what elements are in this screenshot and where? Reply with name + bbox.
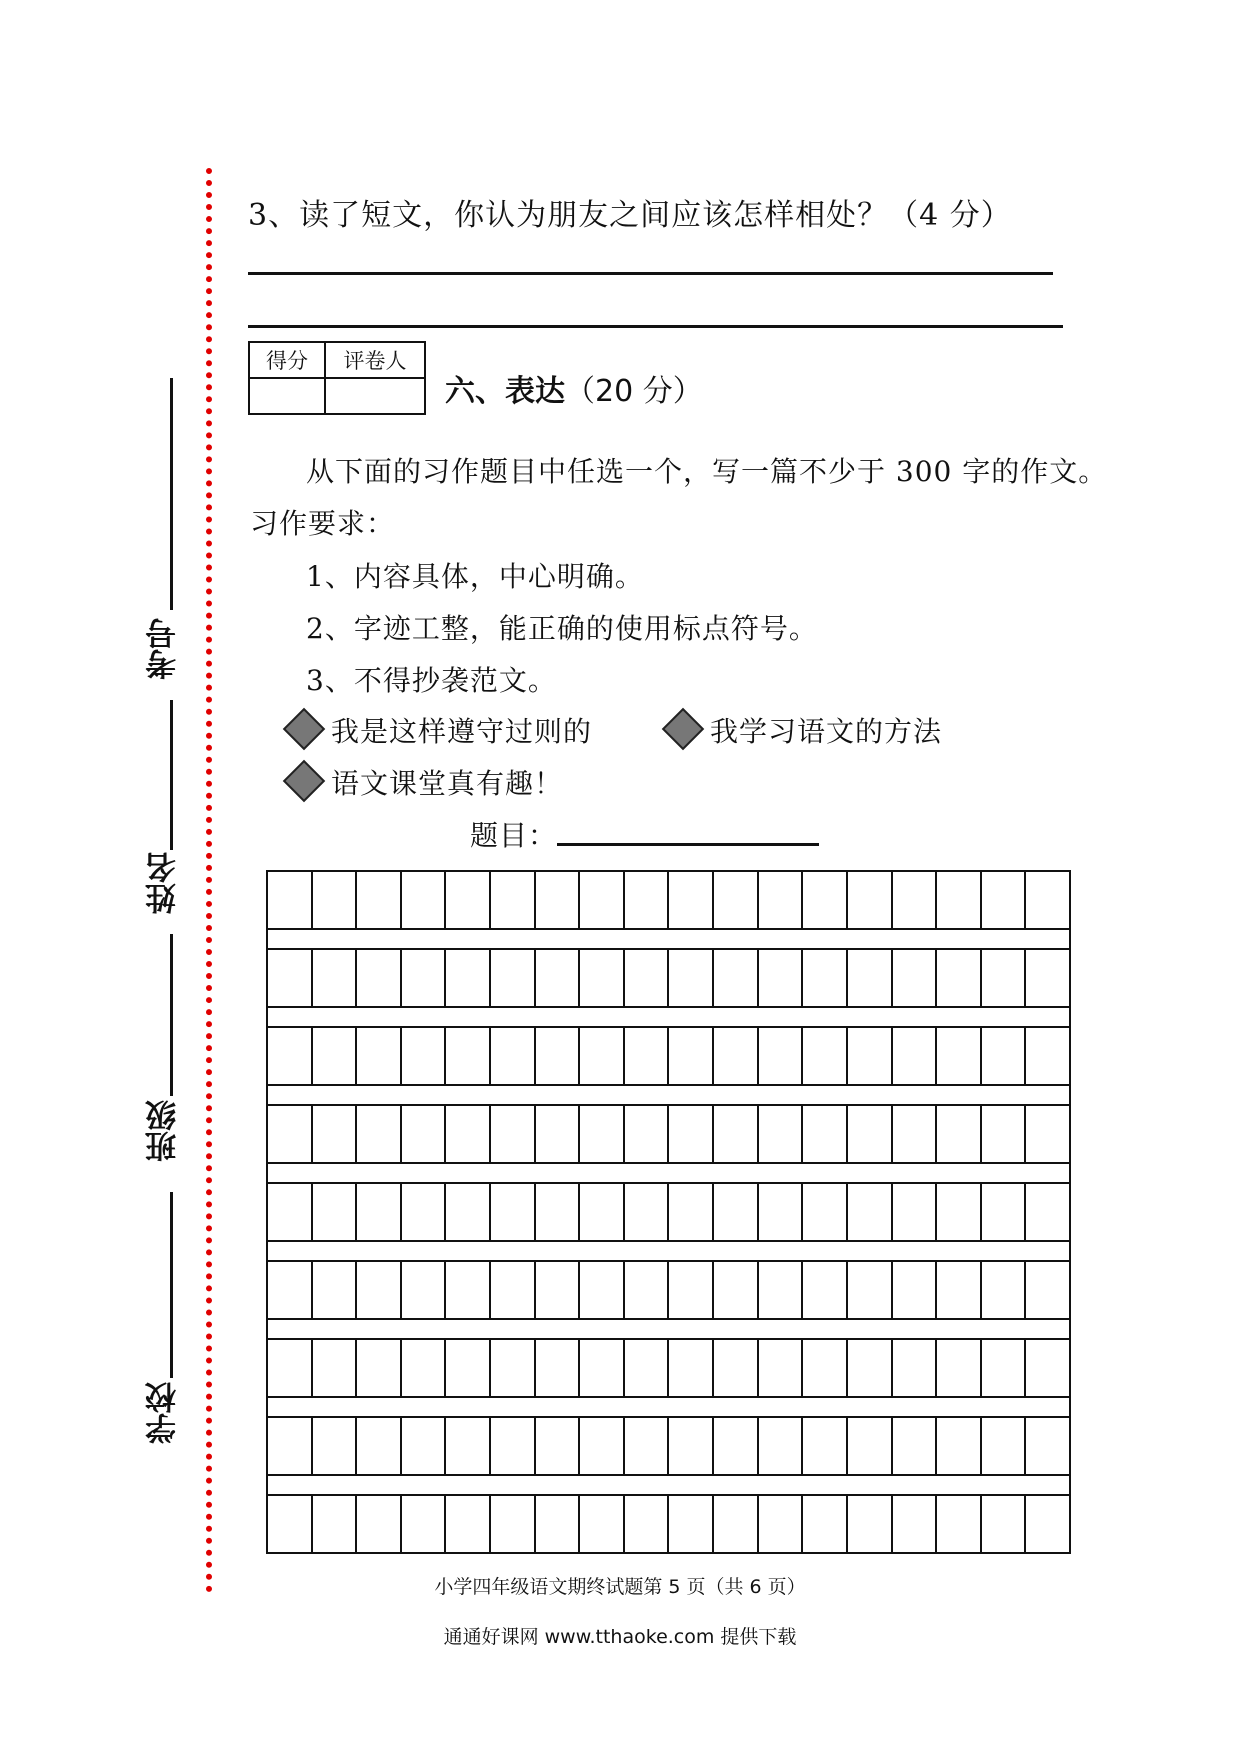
grid-cell[interactable] bbox=[803, 1418, 848, 1474]
answer-line-1[interactable] bbox=[248, 272, 1053, 275]
grid-cell[interactable] bbox=[893, 1340, 938, 1396]
grid-cell[interactable] bbox=[669, 1496, 714, 1552]
grid-cell[interactable] bbox=[893, 1106, 938, 1162]
grid-cell[interactable] bbox=[669, 1262, 714, 1318]
grid-cell[interactable] bbox=[803, 1262, 848, 1318]
grid-cell[interactable] bbox=[402, 1340, 447, 1396]
grid-cell[interactable] bbox=[491, 950, 536, 1006]
grid-cell[interactable] bbox=[1026, 1184, 1069, 1240]
grid-cell[interactable] bbox=[268, 872, 313, 928]
grid-cell[interactable] bbox=[313, 1184, 358, 1240]
grid-cell[interactable] bbox=[669, 872, 714, 928]
name-label: 姓名 bbox=[146, 852, 182, 914]
grid-cell[interactable] bbox=[536, 1028, 581, 1084]
grid-cell[interactable] bbox=[893, 950, 938, 1006]
grid-row bbox=[266, 1416, 1071, 1476]
grid-cell[interactable] bbox=[1026, 1028, 1069, 1084]
grid-cell[interactable] bbox=[669, 1340, 714, 1396]
grid-cell[interactable] bbox=[313, 1496, 358, 1552]
grid-cell[interactable] bbox=[580, 1496, 625, 1552]
grid-cell[interactable] bbox=[625, 1184, 670, 1240]
grid-cell[interactable] bbox=[313, 1418, 358, 1474]
grid-row-gap bbox=[266, 930, 1071, 948]
grid-cell[interactable] bbox=[714, 872, 759, 928]
section-6-points: （20 分） bbox=[565, 374, 703, 409]
grid-cell[interactable] bbox=[982, 1496, 1027, 1552]
grid-cell[interactable] bbox=[625, 1262, 670, 1318]
grid-cell[interactable] bbox=[669, 1106, 714, 1162]
grid-cell[interactable] bbox=[402, 1106, 447, 1162]
grid-cell[interactable] bbox=[848, 872, 893, 928]
grid-cell[interactable] bbox=[937, 1106, 982, 1162]
grid-cell[interactable] bbox=[491, 1184, 536, 1240]
grid-cell[interactable] bbox=[937, 1340, 982, 1396]
grid-cell[interactable] bbox=[268, 1028, 313, 1084]
score-header: 得分 bbox=[249, 342, 325, 378]
grid-cell[interactable] bbox=[625, 872, 670, 928]
grid-cell[interactable] bbox=[313, 872, 358, 928]
diamond-bullet-icon bbox=[662, 708, 704, 750]
grid-cell[interactable] bbox=[357, 1106, 402, 1162]
grid-row-gap bbox=[266, 1086, 1071, 1104]
grid-cell[interactable] bbox=[536, 1184, 581, 1240]
grid-cell[interactable] bbox=[446, 1340, 491, 1396]
grid-row bbox=[266, 1338, 1071, 1398]
grid-cell[interactable] bbox=[848, 950, 893, 1006]
grid-cell[interactable] bbox=[357, 1340, 402, 1396]
answer-line-2[interactable] bbox=[248, 325, 1063, 328]
grid-cell[interactable] bbox=[536, 1418, 581, 1474]
grid-cell[interactable] bbox=[446, 1028, 491, 1084]
grid-cell[interactable] bbox=[893, 872, 938, 928]
grid-cell[interactable] bbox=[357, 872, 402, 928]
class-label: 班级 bbox=[146, 1100, 182, 1162]
grid-cell[interactable] bbox=[848, 1496, 893, 1552]
grid-cell[interactable] bbox=[937, 1262, 982, 1318]
grid-cell[interactable] bbox=[268, 1184, 313, 1240]
grid-cell[interactable] bbox=[937, 1418, 982, 1474]
grid-cell[interactable] bbox=[357, 1028, 402, 1084]
grid-cell[interactable] bbox=[803, 1184, 848, 1240]
grid-row bbox=[266, 948, 1071, 1008]
grid-cell[interactable] bbox=[536, 1106, 581, 1162]
grid-cell[interactable] bbox=[580, 1184, 625, 1240]
grid-cell[interactable] bbox=[580, 1340, 625, 1396]
grid-cell[interactable] bbox=[669, 950, 714, 1006]
grid-cell[interactable] bbox=[446, 1496, 491, 1552]
grid-cell[interactable] bbox=[982, 1340, 1027, 1396]
grid-cell[interactable] bbox=[402, 950, 447, 1006]
grid-row bbox=[266, 1494, 1071, 1554]
grid-cell[interactable] bbox=[1026, 1262, 1069, 1318]
grid-cell[interactable] bbox=[536, 1496, 581, 1552]
grid-cell[interactable] bbox=[536, 1340, 581, 1396]
grid-cell[interactable] bbox=[803, 950, 848, 1006]
grid-cell[interactable] bbox=[625, 1340, 670, 1396]
grid-row bbox=[266, 1260, 1071, 1320]
grid-cell[interactable] bbox=[759, 872, 804, 928]
exam-number-blank-line bbox=[170, 378, 173, 610]
grid-cell[interactable] bbox=[982, 1418, 1027, 1474]
requirements-heading: 习作要求： bbox=[250, 507, 396, 540]
grid-cell[interactable] bbox=[803, 1106, 848, 1162]
grid-cell[interactable] bbox=[803, 1340, 848, 1396]
topic-option-2: 我学习语文的方法 bbox=[710, 715, 943, 748]
topic-option-3: 语文课堂真有趣！ bbox=[331, 767, 564, 800]
grid-cell[interactable] bbox=[402, 1184, 447, 1240]
grid-cell[interactable] bbox=[714, 1418, 759, 1474]
diamond-bullet-icon bbox=[283, 708, 325, 750]
grid-cell[interactable] bbox=[580, 1262, 625, 1318]
grid-cell[interactable] bbox=[714, 1496, 759, 1552]
grid-cell[interactable] bbox=[402, 1262, 447, 1318]
diamond-bullet-icon bbox=[283, 760, 325, 802]
section-6-title: 六、表达 bbox=[445, 374, 565, 409]
grid-cell[interactable] bbox=[937, 1028, 982, 1084]
grid-cell[interactable] bbox=[357, 950, 402, 1006]
grid-row-gap bbox=[266, 1476, 1071, 1494]
grid-cell[interactable] bbox=[714, 1106, 759, 1162]
grid-cell[interactable] bbox=[714, 1028, 759, 1084]
grid-cell[interactable] bbox=[803, 1496, 848, 1552]
grid-cell[interactable] bbox=[759, 1262, 804, 1318]
requirement-3: 3、不得抄袭范文。 bbox=[306, 664, 557, 697]
grid-row bbox=[266, 1182, 1071, 1242]
school-blank-line bbox=[170, 1192, 173, 1378]
grid-cell[interactable] bbox=[982, 1106, 1027, 1162]
grid-cell[interactable] bbox=[536, 1262, 581, 1318]
grid-cell[interactable] bbox=[491, 1262, 536, 1318]
grid-cell[interactable] bbox=[669, 1184, 714, 1240]
grid-cell[interactable] bbox=[402, 1028, 447, 1084]
grid-cell[interactable] bbox=[982, 950, 1027, 1006]
grid-cell[interactable] bbox=[491, 1418, 536, 1474]
grid-cell[interactable] bbox=[803, 1028, 848, 1084]
grid-cell[interactable] bbox=[491, 872, 536, 928]
grid-cell[interactable] bbox=[759, 950, 804, 1006]
grid-cell[interactable] bbox=[1026, 1106, 1069, 1162]
grid-cell[interactable] bbox=[848, 1418, 893, 1474]
grid-cell[interactable] bbox=[536, 872, 581, 928]
grid-cell[interactable] bbox=[580, 950, 625, 1006]
grid-row bbox=[266, 1026, 1071, 1086]
grid-cell[interactable] bbox=[714, 950, 759, 1006]
grid-cell[interactable] bbox=[268, 1106, 313, 1162]
grid-cell[interactable] bbox=[491, 1028, 536, 1084]
grid-cell[interactable] bbox=[1026, 1496, 1069, 1552]
binding-dotted-line bbox=[206, 168, 212, 1593]
grid-cell[interactable] bbox=[893, 1418, 938, 1474]
grid-row bbox=[266, 1104, 1071, 1164]
requirement-1: 1、内容具体，中心明确。 bbox=[306, 560, 644, 593]
grid-cell[interactable] bbox=[759, 1418, 804, 1474]
grid-cell[interactable] bbox=[491, 1106, 536, 1162]
grid-cell[interactable] bbox=[669, 1028, 714, 1084]
grid-cell[interactable] bbox=[759, 1184, 804, 1240]
grid-cell[interactable] bbox=[848, 1262, 893, 1318]
grid-cell[interactable] bbox=[714, 1340, 759, 1396]
grid-cell[interactable] bbox=[625, 1418, 670, 1474]
section-6-heading bbox=[445, 366, 703, 410]
grid-cell[interactable] bbox=[848, 1184, 893, 1240]
grid-cell[interactable] bbox=[625, 950, 670, 1006]
grid-cell[interactable] bbox=[1026, 1340, 1069, 1396]
grid-cell[interactable] bbox=[759, 1028, 804, 1084]
grid-cell[interactable] bbox=[937, 950, 982, 1006]
title-blank-line[interactable] bbox=[557, 843, 819, 846]
grid-cell[interactable] bbox=[313, 1106, 358, 1162]
grid-cell[interactable] bbox=[313, 1262, 358, 1318]
grid-cell[interactable] bbox=[714, 1262, 759, 1318]
composition-instruction: 从下面的习作题目中任选一个，写一篇不少于 300 字的作文。 bbox=[306, 455, 1108, 488]
grid-cell[interactable] bbox=[268, 1418, 313, 1474]
grader-cell[interactable] bbox=[325, 378, 425, 414]
grid-cell[interactable] bbox=[491, 1340, 536, 1396]
page-info-footer: 小学四年级语文期终试题第 5 页（共 6 页） bbox=[434, 1576, 806, 1598]
title-label: 题目： bbox=[470, 819, 558, 852]
grid-cell[interactable] bbox=[580, 872, 625, 928]
grid-row-gap bbox=[266, 1008, 1071, 1026]
exam-number-label: 考号 bbox=[146, 618, 182, 680]
school-label: 学校 bbox=[146, 1382, 182, 1444]
grid-cell[interactable] bbox=[268, 950, 313, 1006]
grid-cell[interactable] bbox=[848, 1028, 893, 1084]
class-blank-line bbox=[170, 934, 173, 1096]
grid-cell[interactable] bbox=[982, 872, 1027, 928]
grid-cell[interactable] bbox=[313, 950, 358, 1006]
grid-cell[interactable] bbox=[625, 1496, 670, 1552]
score-cell[interactable] bbox=[249, 378, 325, 414]
grid-cell[interactable] bbox=[937, 872, 982, 928]
grid-cell[interactable] bbox=[1026, 872, 1069, 928]
grid-cell[interactable] bbox=[982, 1184, 1027, 1240]
grid-cell[interactable] bbox=[714, 1184, 759, 1240]
grid-cell[interactable] bbox=[268, 1262, 313, 1318]
grid-cell[interactable] bbox=[446, 1262, 491, 1318]
grid-row-gap bbox=[266, 1242, 1071, 1260]
score-table bbox=[248, 341, 426, 415]
grid-cell[interactable] bbox=[803, 872, 848, 928]
grid-cell[interactable] bbox=[893, 1184, 938, 1240]
grid-cell[interactable] bbox=[982, 1262, 1027, 1318]
grid-cell[interactable] bbox=[402, 1496, 447, 1552]
grid-cell[interactable] bbox=[625, 1106, 670, 1162]
grid-cell[interactable] bbox=[759, 1496, 804, 1552]
grid-cell[interactable] bbox=[982, 1028, 1027, 1084]
grid-cell[interactable] bbox=[357, 1496, 402, 1552]
grid-cell[interactable] bbox=[402, 872, 447, 928]
grid-cell[interactable] bbox=[893, 1028, 938, 1084]
name-blank-line bbox=[170, 700, 173, 850]
grid-cell[interactable] bbox=[357, 1184, 402, 1240]
grid-cell[interactable] bbox=[268, 1496, 313, 1552]
grid-cell[interactable] bbox=[357, 1418, 402, 1474]
grid-cell[interactable] bbox=[446, 1418, 491, 1474]
grid-cell[interactable] bbox=[580, 1106, 625, 1162]
grid-cell[interactable] bbox=[446, 950, 491, 1006]
grid-cell[interactable] bbox=[357, 1262, 402, 1318]
grid-cell[interactable] bbox=[625, 1028, 670, 1084]
grid-cell[interactable] bbox=[1026, 950, 1069, 1006]
question-3: 3、读了短文，你认为朋友之间应该怎样相处？（4 分） bbox=[248, 198, 1012, 233]
grid-cell[interactable] bbox=[446, 872, 491, 928]
grid-cell[interactable] bbox=[536, 950, 581, 1006]
grid-cell[interactable] bbox=[446, 1106, 491, 1162]
grid-cell[interactable] bbox=[848, 1106, 893, 1162]
grid-cell[interactable] bbox=[759, 1340, 804, 1396]
grid-cell[interactable] bbox=[893, 1262, 938, 1318]
grader-header: 评卷人 bbox=[325, 342, 425, 378]
grid-cell[interactable] bbox=[313, 1340, 358, 1396]
provider-footer: 通通好课网 www.tthaoke.com 提供下载 bbox=[443, 1626, 797, 1648]
grid-cell[interactable] bbox=[268, 1340, 313, 1396]
grid-cell[interactable] bbox=[759, 1106, 804, 1162]
grid-cell[interactable] bbox=[669, 1418, 714, 1474]
grid-cell[interactable] bbox=[402, 1418, 447, 1474]
topic-option-1: 我是这样遵守过则的 bbox=[331, 715, 593, 748]
requirement-2: 2、字迹工整，能正确的使用标点符号。 bbox=[306, 612, 818, 645]
grid-cell[interactable] bbox=[893, 1496, 938, 1552]
grid-cell[interactable] bbox=[491, 1496, 536, 1552]
grid-cell[interactable] bbox=[313, 1028, 358, 1084]
grid-row-gap bbox=[266, 1320, 1071, 1338]
grid-cell[interactable] bbox=[1026, 1418, 1069, 1474]
grid-row-gap bbox=[266, 1164, 1071, 1182]
grid-cell[interactable] bbox=[580, 1028, 625, 1084]
grid-cell[interactable] bbox=[937, 1496, 982, 1552]
grid-row bbox=[266, 870, 1071, 930]
grid-cell[interactable] bbox=[848, 1340, 893, 1396]
grid-row-gap bbox=[266, 1398, 1071, 1416]
grid-cell[interactable] bbox=[580, 1418, 625, 1474]
grid-cell[interactable] bbox=[446, 1184, 491, 1240]
grid-cell[interactable] bbox=[937, 1184, 982, 1240]
